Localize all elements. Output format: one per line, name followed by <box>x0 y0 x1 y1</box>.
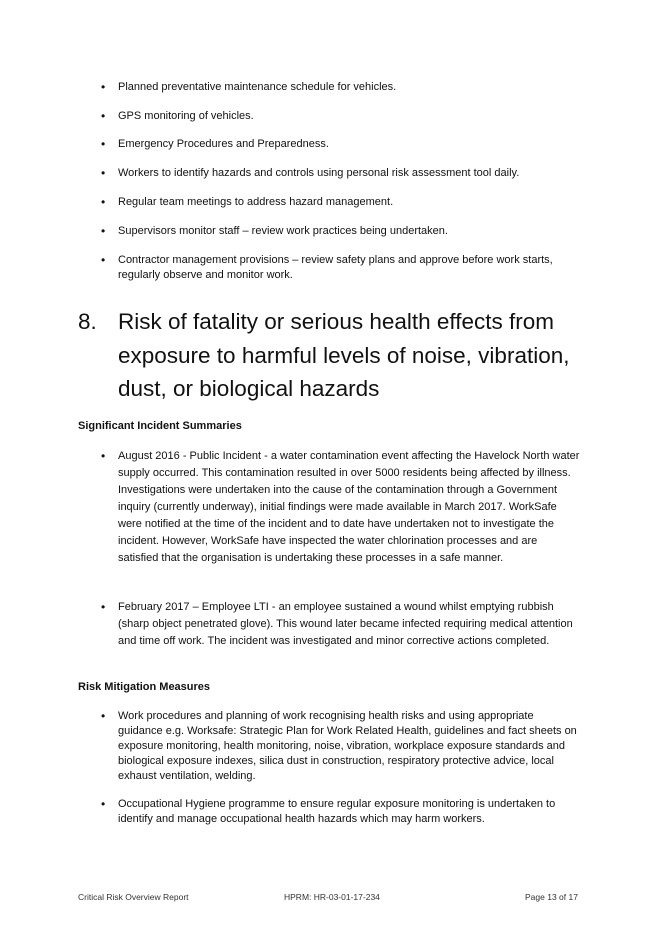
footer-page-number: Page 13 of 17 <box>525 892 578 902</box>
list-item: • Regular team meetings to address hazard management. <box>118 195 580 210</box>
list-item: • August 2016 - Public Incident - a water contamination event affecting the Havelock North water supply occurred. This contamination resulted in over 5000 residents being affected by illness. Investigations were undertaken into the cause of the contamination through a Government inquiry (currently underway), initial findings were made available in March 2017. WorkSafe were notified at the time of the incident and to date have undertaken not to investigate the incident. However, WorkSafe have inspected the water chlorination processes and are satisfied that the organisation is undertaking these processes in a safe manner. <box>118 448 580 567</box>
list-item: • Contractor management provisions – review safety plans and approve before work starts, regularly observe and monitor work. <box>118 253 580 283</box>
list-item: • February 2017 – Employee LTI - an employee sustained a wound whilst emptying rubbish (sharp object penetrated glove). This wound later became infected requiring medical attention and time off work. The incident was investigated and minor corrective actions completed. <box>118 599 580 650</box>
list-item: • Supervisors monitor staff – review work practices being undertaken. <box>118 224 580 239</box>
list-item: • Work procedures and planning of work recognising health risks and using appropriate guidance e.g. Worksafe: Strategic Plan for Work Related Health, guidelines and fact sheets on exposure monitoring, health monitoring, noise, vibration, workplace exposure standards and biological exposure indexes, silica dust in construction, respiratory protective advice, local exhaust ventilation, welding. <box>118 709 580 784</box>
incident-summaries-heading: Significant Incident Summaries <box>78 420 242 432</box>
list-item: • Workers to identify hazards and controls using personal risk assessment tool daily. <box>118 166 580 181</box>
footer-report-name: Critical Risk Overview Report <box>78 892 189 902</box>
section-heading <box>78 305 598 406</box>
section-number: 8. <box>78 309 97 334</box>
list-item: • Planned preventative maintenance schedule for vehicles. <box>118 80 580 95</box>
list-item: • GPS monitoring of vehicles. <box>118 109 580 124</box>
mitigation-heading: Risk Mitigation Measures <box>78 681 211 693</box>
footer-reference: HPRM: HR-03-01-17-234 <box>284 892 380 902</box>
list-item: • Occupational Hygiene programme to ensure regular exposure monitoring is undertaken to identify and manage occupational health hazards which may harm workers. <box>118 797 580 827</box>
list-item: • Emergency Procedures and Preparedness. <box>118 137 580 152</box>
section-title: Risk of fatality or serious health effects from exposure to harmful levels of noise, vibration, dust, or biological hazards <box>118 309 570 401</box>
